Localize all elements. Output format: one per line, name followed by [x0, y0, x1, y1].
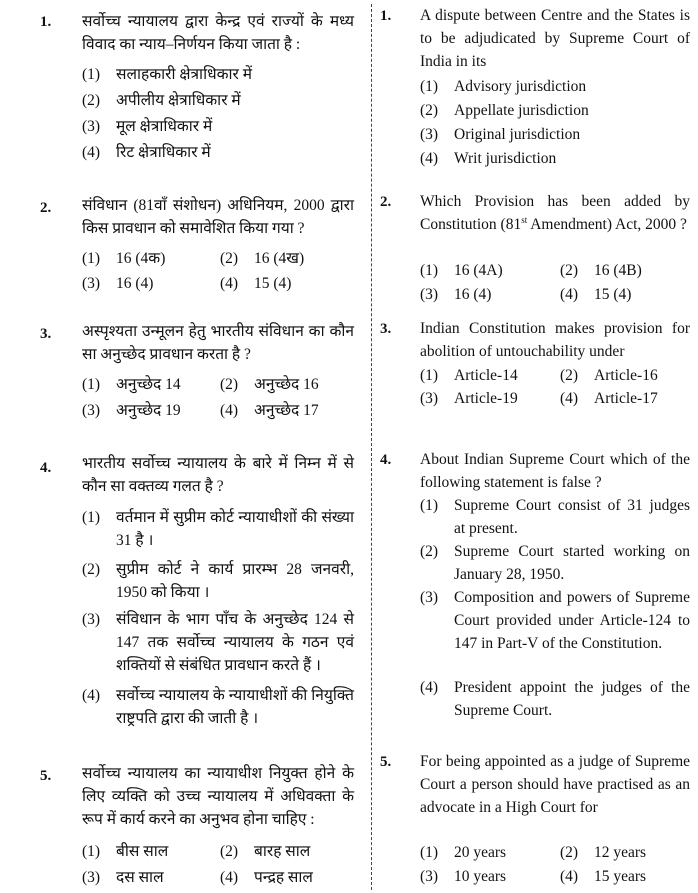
question-number: 4.: [380, 452, 392, 468]
question-text: For being appointed as a judge of Supreme Court a person should have practised as an advocate in a High Court for: [420, 753, 690, 816]
option-text: 16 (4A): [454, 262, 503, 279]
option-number: (3): [420, 286, 439, 303]
question-number: 1.: [40, 14, 52, 30]
question-number: 5.: [380, 754, 392, 770]
column-divider: [371, 4, 372, 890]
question-text-part: Amendment) Act, 2000 ?: [527, 216, 687, 233]
question-text: संविधान (81वाँ संशोधन) अधिनियम, 2000 द्वारा किस प्रावधान को समावेशित किया गया ?: [82, 197, 354, 237]
option-text: अनुच्छेद 16: [254, 376, 319, 393]
option-text: 12 years: [594, 844, 647, 861]
option-number: (4): [220, 275, 239, 292]
option-3[interactable]: [420, 283, 491, 306]
option-3[interactable]: [420, 586, 690, 655]
option-text: रिट क्षेत्राधिकार में: [116, 144, 211, 161]
option-text: बारह साल: [254, 843, 311, 860]
option-number: (3): [420, 126, 439, 143]
option-number: (2): [220, 376, 239, 393]
option-1[interactable]: [420, 841, 506, 864]
option-number: (4): [82, 144, 101, 161]
option-number: (1): [82, 509, 101, 526]
superscript: st: [521, 214, 528, 225]
option-text: 16 (4क): [116, 250, 166, 267]
option-1[interactable]: [420, 259, 503, 282]
option-number: (3): [82, 118, 101, 135]
question-text: A dispute between Centre and the States is to be adjudicated by Supreme Court of India in its: [420, 7, 690, 70]
option-number: (4): [82, 687, 101, 704]
option-text: Supreme Court started working on January 28, 1950.: [454, 543, 690, 583]
option-number: (1): [82, 66, 101, 83]
option-number: (3): [420, 868, 439, 885]
option-1[interactable]: [82, 373, 181, 396]
option-text: Article-19: [454, 390, 518, 407]
option-text: अनुच्छेद 17: [254, 402, 319, 419]
option-number: (4): [220, 869, 239, 886]
option-number: (4): [220, 402, 239, 419]
option-text: 15 (4): [254, 275, 292, 292]
option-1[interactable]: [82, 63, 252, 86]
question-text: About Indian Supreme Court which of the following statement is false ?: [420, 451, 690, 491]
option-2[interactable]: [560, 841, 646, 864]
question-number: 5.: [40, 768, 52, 784]
option-4[interactable]: [420, 147, 556, 170]
option-4[interactable]: [560, 387, 658, 410]
option-text: 10 years: [454, 868, 507, 885]
option-text: वर्तमान में सुप्रीम कोर्ट न्यायाधीशों की संख्या 31 है ।: [116, 509, 354, 549]
question-text: सर्वोच्च न्यायालय द्वारा केन्द्र एवं राज्यों के मध्य विवाद का न्याय–निर्णयन किया जाता है :: [82, 13, 354, 53]
option-3[interactable]: [420, 387, 518, 410]
option-3[interactable]: [82, 115, 212, 138]
option-3[interactable]: [82, 866, 164, 889]
option-text: अपीलीय क्षेत्राधिकार में: [116, 92, 241, 109]
option-3[interactable]: [82, 272, 153, 295]
option-2[interactable]: [220, 247, 304, 270]
option-text: Composition and powers of Supreme Court provided under Article-124 to 147 in Part-V of the Constitution.: [454, 589, 690, 652]
question-number: 3.: [40, 326, 52, 342]
question-text: सर्वोच्च न्यायालय का न्यायाधीश नियुक्त होने के लिए व्यक्ति को उच्च न्यायालय में अधिवक्ता के रूप में कार्य करने का अनुभव होना चाहिए :: [82, 765, 354, 828]
option-text: सुप्रीम कोर्ट ने कार्य प्रारम्भ 28 जनवरी, 1950 को किया ।: [116, 561, 354, 601]
option-3[interactable]: [82, 399, 181, 422]
option-3[interactable]: [420, 865, 506, 888]
option-number: (2): [420, 543, 439, 560]
option-number: (1): [82, 376, 101, 393]
option-number: (2): [220, 843, 239, 860]
question-number: 1.: [380, 8, 392, 24]
question-text: Indian Constitution makes provision for abolition of untouchability under: [420, 320, 690, 360]
option-1[interactable]: [82, 247, 165, 270]
option-text: पन्द्रह साल: [254, 869, 313, 886]
option-number: (3): [420, 589, 439, 606]
question-text: अस्पृश्यता उन्मूलन हेतु भारतीय संविधान का कौन सा अनुच्छेद प्रावधान करता है ?: [82, 323, 354, 363]
option-1[interactable]: [82, 840, 168, 863]
option-text: Article-14: [454, 367, 518, 384]
option-number: (3): [82, 869, 101, 886]
option-2[interactable]: [420, 540, 690, 586]
option-number: (1): [82, 250, 101, 267]
option-text: Writ jurisdiction: [454, 150, 557, 167]
option-1[interactable]: [420, 75, 586, 98]
option-number: (2): [560, 367, 579, 384]
option-number: (3): [82, 402, 101, 419]
option-text: सर्वोच्च न्यायालय के न्यायाधीशों की नियुक्ति राष्ट्रपति द्वारा की जाती है ।: [116, 687, 354, 727]
question-text-part: Which Provision has been added by Constitution (81: [420, 193, 690, 233]
option-text: Appellate jurisdiction: [454, 102, 589, 119]
option-text: Article-17: [594, 390, 658, 407]
option-2[interactable]: [220, 840, 310, 863]
option-4[interactable]: [560, 865, 646, 888]
option-number: (2): [420, 102, 439, 119]
option-text: संविधान के भाग पाँच के अनुच्छेद 124 से 147 तक सर्वोच्च न्यायालय के गठन एवं शक्तियों से संबंधित प्रावधान करते हैं ।: [116, 611, 354, 674]
option-text: अनुच्छेद 19: [116, 402, 181, 419]
option-text: 20 years: [454, 844, 507, 861]
option-text: President appoint the judges of the Supreme Court.: [454, 679, 690, 719]
option-number: (4): [560, 390, 579, 407]
option-number: (2): [82, 561, 101, 578]
option-1[interactable]: [82, 506, 354, 552]
option-1[interactable]: [420, 494, 690, 540]
option-text: 15 years: [594, 868, 647, 885]
option-text: बीस साल: [116, 843, 169, 860]
option-text: Article-16: [594, 367, 658, 384]
option-number: (4): [420, 679, 439, 696]
option-number: (4): [560, 868, 579, 885]
option-number: (1): [420, 262, 439, 279]
option-4[interactable]: [420, 676, 690, 722]
option-number: (2): [560, 844, 579, 861]
option-4[interactable]: [220, 272, 291, 295]
option-text: अनुच्छेद 14: [116, 376, 181, 393]
option-2[interactable]: [420, 99, 589, 122]
option-text: Advisory jurisdiction: [454, 78, 587, 95]
option-4[interactable]: [560, 283, 631, 306]
option-4[interactable]: [82, 684, 354, 730]
option-number: (1): [420, 78, 439, 95]
option-3[interactable]: [420, 123, 580, 146]
option-text: सलाहकारी क्षेत्राधिकार में: [116, 66, 253, 83]
option-number: (3): [82, 611, 101, 628]
option-4[interactable]: [82, 141, 211, 164]
option-text: मूल क्षेत्राधिकार में: [116, 118, 213, 135]
option-2[interactable]: [82, 558, 354, 604]
option-text: 16 (4ख): [254, 250, 305, 267]
option-number: (4): [560, 286, 579, 303]
option-3[interactable]: [82, 608, 354, 677]
option-text: Supreme Court consist of 31 judges at present.: [454, 497, 690, 537]
option-number: (2): [560, 262, 579, 279]
option-number: (1): [420, 844, 439, 861]
question-number: 2.: [40, 200, 52, 216]
option-2[interactable]: [220, 373, 319, 396]
option-1[interactable]: [420, 364, 518, 387]
option-2[interactable]: [560, 259, 642, 282]
question-text: भारतीय सर्वोच्च न्यायालय के बारे में निम्न में से कौन सा वक्तव्य गलत है ?: [82, 455, 354, 495]
option-text: दस साल: [116, 869, 164, 886]
question-number: 3.: [380, 321, 392, 337]
option-4[interactable]: [220, 399, 319, 422]
option-text: 16 (4): [116, 275, 154, 292]
question-number: 2.: [380, 194, 392, 210]
option-text: 16 (4B): [594, 262, 642, 279]
option-number: (4): [420, 150, 439, 167]
option-4[interactable]: [220, 866, 313, 889]
option-number: (1): [82, 843, 101, 860]
option-text: 16 (4): [454, 286, 492, 303]
question-number: 4.: [40, 460, 52, 476]
question-text: [420, 190, 690, 236]
option-2[interactable]: [82, 89, 241, 112]
option-number: (3): [420, 390, 439, 407]
option-number: (2): [220, 250, 239, 267]
option-number: (1): [420, 367, 439, 384]
option-text: 15 (4): [594, 286, 632, 303]
option-number: (3): [82, 275, 101, 292]
option-2[interactable]: [560, 364, 658, 387]
option-number: (1): [420, 497, 439, 514]
option-number: (2): [82, 92, 101, 109]
option-text: Original jurisdiction: [454, 126, 581, 143]
